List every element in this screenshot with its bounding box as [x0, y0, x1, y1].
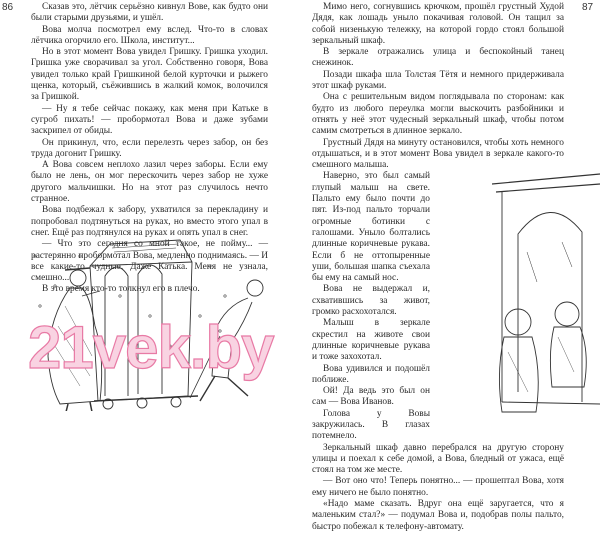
paragraph: В зеркале отражались улица и беспокойный танец снежинок.: [312, 47, 564, 69]
illustration-mirror-child: [492, 172, 600, 421]
paragraph: Вова подбежал к забору, ухватился за перекладину и попробовал подтянуться на руках, но вместо этого упал в снег. Ещё раз подтянулся на руках и опять упал в снег.: [31, 205, 268, 238]
paragraph: Он прикинул, что, если перелезть через забор, он без труда догонит Гришку.: [31, 137, 268, 159]
mirror-drawing: [492, 174, 600, 404]
paragraph: Вова молча посмотрел ему вслед. Что-то в словах лётчика огорчило его. Школа, институт...: [31, 24, 268, 46]
paragraph: Она с решительным видом поглядывала по сторонам: как будто из любого переулка могли выскочить разбойники и отнять у неё этот чудесный зеркальный шкаф, чтобы потом самим смотреться в длинное зеркало.: [312, 92, 564, 137]
paragraph: Ой! Да ведь это был он сам — Вова Иванов.: [312, 386, 430, 408]
wardrobe-drawing: [90, 240, 198, 409]
paragraph: Вова удивился и подошёл поближе.: [312, 363, 430, 385]
illustration-wardrobe-cart: [20, 236, 270, 411]
paragraph: Наверно, это был самый глупый малыш на свете. Пальто ему было почти до пят. Из-под пальто торчали огромные ботинки с галошами. Уныло болтались длинные коричневые рукава. Если б не оттопыренные уши, большая шапка съехала бы ему на самый нос.: [312, 171, 430, 284]
paragraph: Но в этот момент Вова увидел Гришку. Гришка уходил. Гришка уже сворачивал за угол. Собственно говоря, Вова увидел только край Гришкиной белой курточки и рыжего щенка, который, съёжившись в жалкий комок, волочился за Гришкой.: [31, 47, 268, 103]
paragraph: — Вот оно что! Теперь понятно... — прошептал Вова, хотя ему ничего не было понятно.: [312, 476, 564, 498]
woman-drawing: [48, 268, 102, 411]
paragraph: Сказав это, лётчик серьёзно кивнул Вове, как будто они были старыми друзьями, и ушёл.: [31, 2, 268, 24]
man-drawing: [190, 280, 263, 401]
paragraph: В это время кто-то толкнул его в плечо.: [42, 284, 200, 295]
child-drawing: [499, 302, 586, 412]
paragraph: Мимо него, согнувшись крючком, прошёл грустный Худой Дядя, как лошадь уныло покачивая головой. Он тащил за собой низенькую тележку, на которой гордо стоял большой зеркальный шкаф.: [312, 2, 564, 46]
paragraph: Голова у Вовы закружилась. В глазах потемнело.: [312, 408, 430, 442]
paragraph: Зеркальный шкаф давно перебрался на другую сторону улицы и поехал к себе домой, а Вова, бледный от ужаса, ещё стоял на том же месте.: [312, 442, 564, 476]
paragraph: «Надо маме сказать. Вдруг она ещё заругается, что я маленьким стал?» — подумал Вова и, подобрав полы пальто, быстро побежал к телефону-автомату.: [312, 499, 564, 532]
paragraph: Грустный Дядя на минуту остановился, чтобы хоть немного отдышаться, и в этот момент Вова увидел в зеркале какого-то смешного малыша.: [312, 137, 564, 171]
paragraph: — Ну я тебе сейчас покажу, как меня при Катьке в сугроб пихать! — пробормотал Вова и даже зубами заскрипел от обиды.: [31, 103, 268, 137]
page-number-left: 86: [2, 2, 14, 13]
page-number-right: 87: [582, 2, 594, 13]
paragraph: — Что это сегодня со мной такое, не пойму... — растерянно пробормотал Вова, медленно поднимаясь. — И все какие-то чудные. Даже Катька. Меня не узнала, смешно...: [31, 239, 268, 284]
paragraph: Вова не выдержал и, схватившись за живот, громко расхохотался.: [312, 284, 430, 318]
paragraph: Позади шкафа шла Толстая Тётя и немного придерживала этот шкаф руками.: [312, 69, 564, 92]
watermark-logo: 21vek.by: [28, 314, 274, 381]
paragraph: Малыш в зеркале скрестил на животе свои длинные коричневые рукава и тоже захохотал.: [312, 318, 430, 363]
paragraph: А Вова совсем неплохо лазил через заборы. Если ему было не лень, он мог перескочить через забор не хуже другого мальчишки. Но на этот раз случилось нечто странное.: [31, 160, 268, 205]
